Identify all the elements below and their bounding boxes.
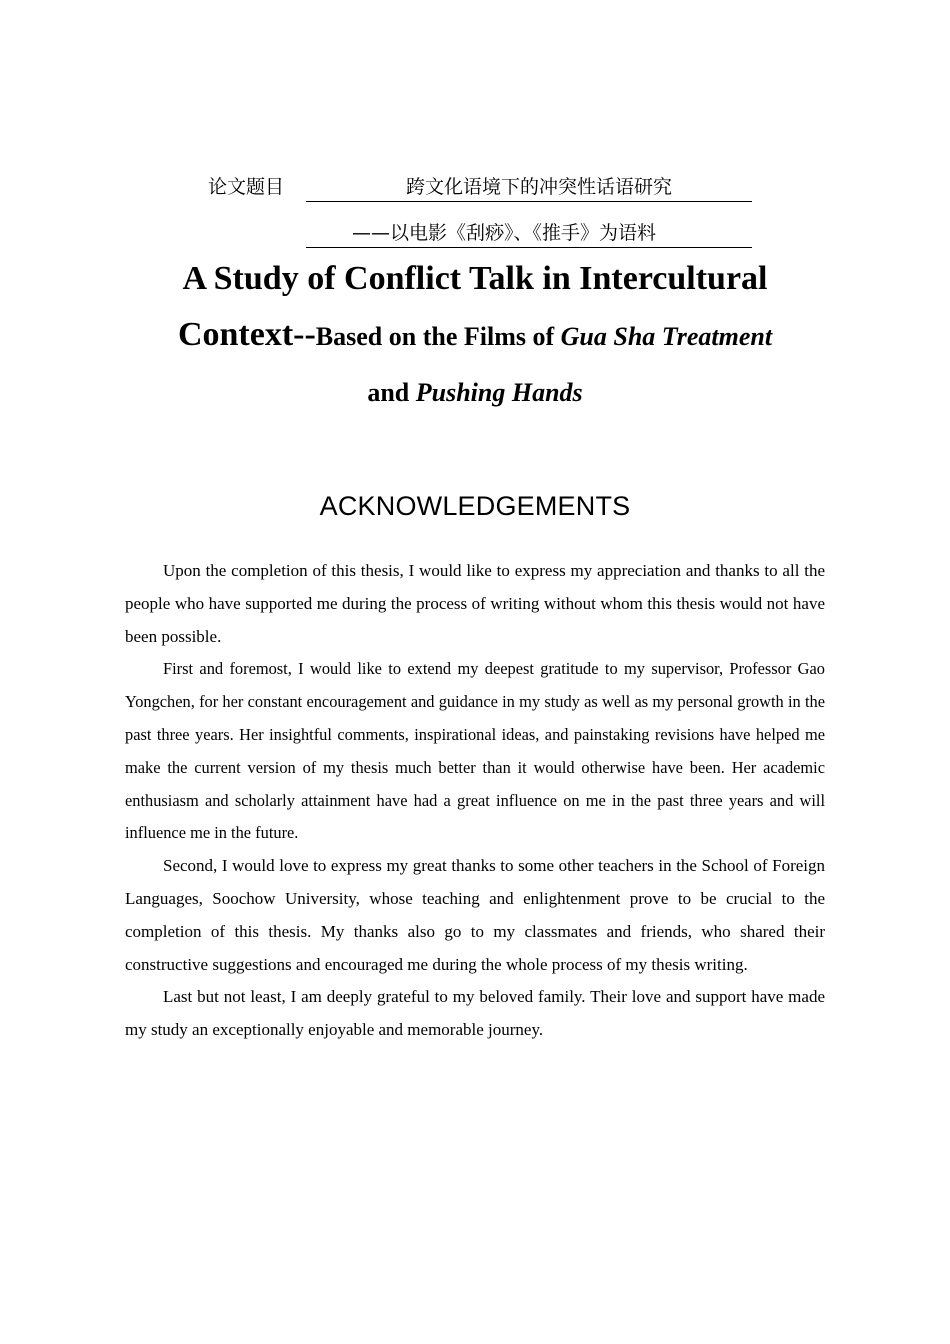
english-title-and: and — [367, 378, 416, 407]
acknowledgements-paragraph-2: First and foremost, I would like to extend my deepest gratitude to my supervisor, Professor Gao Yongchen, for her constant encouragement and guidance in my study as well as my personal growth in the past three years. Her insightful comments, inspirational ideas, and painstaking revisions have helped me make the current version of my thesis much better than it would otherwise have been. Her academic enthusiasm and scholarly attainment have had a great influence on me in the past three years and will influence me in the future. — [125, 659, 825, 843]
acknowledgements-body — [125, 555, 825, 1047]
thesis-title-cn-text-1: 跨文化语境下的冲突性话语研究 — [405, 176, 672, 198]
thesis-title-row-2 — [0, 220, 950, 250]
thesis-title-cn-text-2: ——以电影《刮痧》、《推手》为语料 — [352, 222, 657, 244]
acknowledgements-paragraph-1: Upon the completion of this thesis, I would like to express my appreciation and thanks to all the people who have supported me during the process of writing without whom this thesis would not have been possible. — [125, 561, 825, 646]
english-title-line-2 — [100, 312, 850, 360]
thesis-title-cn-line-1 — [306, 174, 752, 202]
english-title-line-3 — [100, 370, 850, 416]
english-title-film-2: Pushing Hands — [415, 378, 583, 407]
thesis-title-cn-line-2 — [306, 220, 752, 248]
thesis-title-label: 论文题目 — [208, 176, 285, 198]
thesis-title-row-1 — [0, 174, 950, 204]
english-title-line-1: A Study of Conflict Talk in Intercultural — [182, 260, 768, 297]
english-title-context: Context-- — [177, 316, 316, 353]
acknowledgements-paragraph-4: Last but not least, I am deeply grateful to my beloved family. Their love and support have made my study an exceptionally enjoyable and memorable journey. — [125, 987, 825, 1040]
acknowledgements-paragraph-3: Second, I would love to express my great thanks to some other teachers in the School of Foreign Languages, Soochow University, whose teaching and enlightenment prove to be crucial to the completion of this thesis. My thanks also go to my classmates and friends, who shared their constructive suggestions and encouraged me during the whole process of my thesis writing. — [125, 856, 825, 974]
english-title-film-1: Gua Sha Treatment — [560, 322, 773, 351]
english-title-subtitle: Based on the Films of — [315, 322, 561, 351]
acknowledgements-heading: ACKNOWLEDGEMENTS — [319, 491, 631, 521]
